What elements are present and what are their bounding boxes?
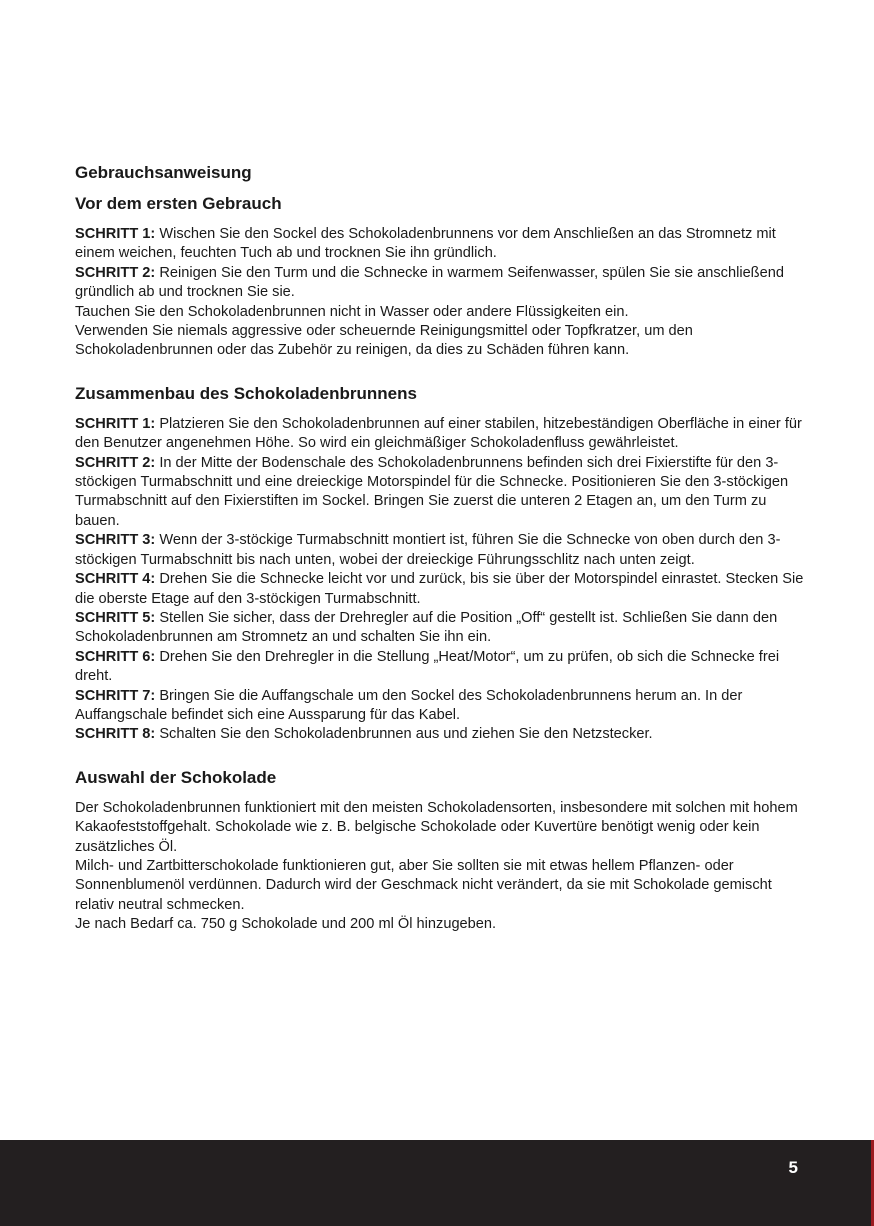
paragraph-text: Bringen Sie die Auffangschale um den Sockel des Schokoladenbrunnens herum an. In der Auffangschale befindet sich eine Aussparung für das Kabel. [75,687,743,723]
paragraph-text: Tauchen Sie den Schokoladenbrunnen nicht in Wasser oder andere Flüssigkeiten ein. [75,303,629,320]
step-label: SCHRITT 8: [75,726,156,743]
page-number: 5 [788,1158,798,1177]
step-label: SCHRITT 1: [75,415,156,432]
paragraph [75,322,805,361]
paragraph [75,225,805,264]
section-chocolate-selection [75,767,805,935]
paragraph-text: In der Mitte der Bodenschale des Schokoladenbrunnens befinden sich drei Fixierstifte für den 3-stöckigen Turmabschnitt und eine dreieckige Motorspindel für die Schnecke. Positionieren Sie den 3-stöckigen Turmabschnitt auf den Fixierstiften im Sockel. Bringen Sie zuerst die unteren 2 Etagen an, um den Turm zu bauen. [75,454,789,529]
section-assembly [75,383,805,745]
paragraph-text: Drehen Sie den Drehregler in die Stellung „Heat/Motor“, um zu prüfen, ob sich die Schnecke frei dreht. [75,648,780,685]
paragraph-text: Wenn der 3-stöckige Turmabschnitt montiert ist, führen Sie die Schnecke von oben durch den 3-stöckigen Turmabschnitt bis nach unten, wobei der dreieckige Führungsschlitz nach unten zeigt. [75,532,781,568]
paragraph [75,264,805,303]
manual-page [75,162,805,957]
paragraph [75,531,805,570]
step-label: SCHRITT 2: [75,454,156,471]
step-label: SCHRITT 3: [75,532,156,549]
paragraph [75,648,805,687]
paragraph [75,454,805,532]
paragraph-text: Je nach Bedarf ca. 750 g Schokolade und 200 ml Öl hinzugeben. [75,916,497,933]
section-heading: Auswahl der Schokolade [75,767,277,787]
paragraph-text: Reinigen Sie den Turm und die Schnecke in warmem Seifenwasser, spülen Sie sie anschließend gründlich ab und trocknen Sie sie. [75,264,784,301]
step-label: SCHRITT 4: [75,571,156,588]
paragraph [75,857,805,915]
page-footer [0,1140,874,1226]
paragraph-text: Stellen Sie sicher, dass der Drehregler auf die Position „Off“ gestellt ist. Schließen Sie dann den Schokoladenbrunnen am Stromnetz an und schalten Sie ihn ein. [75,609,778,646]
paragraph [75,915,805,934]
section-heading: Vor dem ersten Gebrauch [75,194,282,213]
paragraph-text: Drehen Sie die Schnecke leicht vor und zurück, bis sie über der Motorspindel einrastet. Stecken Sie die oberste Etage auf den 3-stöckigen Turmabschnitt. [75,571,804,607]
paragraph-text: Platzieren Sie den Schokoladenbrunnen auf einer stabilen, hitzebeständigen Oberfläche in einer für den Benutzer angenehmen Höhe. So wird ein gleichmäßiger Schokoladenfluss gewährleistet. [75,415,802,452]
step-label: SCHRITT 2: [75,264,156,281]
step-label: SCHRITT 1: [75,226,156,242]
section-heading: Zusammenbau des Schokoladenbrunnens [75,383,417,403]
paragraph [75,415,805,454]
paragraph [75,687,805,726]
paragraph [75,725,805,744]
paragraph-text: Schalten Sie den Schokoladenbrunnen aus und ziehen Sie den Netzstecker. [155,726,653,743]
document-title: Gebrauchsanweisung [75,163,252,182]
paragraph [75,303,805,322]
step-label: SCHRITT 7: [75,687,156,704]
step-label: SCHRITT 5: [75,609,156,626]
paragraph-text: Milch- und Zartbitterschokolade funktionieren gut, aber Sie sollten sie mit etwas hellem Pflanzen- oder Sonnenblumenöl verdünnen. Dadurch wird der Geschmack nicht verändert, da sie mit Schokolade gemischt relativ neutral schmecken. [75,857,772,913]
paragraph [75,570,805,609]
paragraph [75,799,805,857]
paragraph [75,609,805,648]
section-first-use [75,193,805,361]
paragraph-text: Der Schokoladenbrunnen funktioniert mit den meisten Schokoladensorten, insbesondere mit solchen mit hohem Kakaofeststoffgehalt. Schokolade wie z. B. belgische Schokolade oder Kuvertüre benötigt wenig oder kein zusätzliches Öl. [75,799,798,855]
step-label: SCHRITT 6: [75,648,156,665]
paragraph-text: Wischen Sie den Sockel des Schokoladenbrunnens vor dem Anschließen an das Stromnetz mit einem weichen, feuchten Tuch ab und trocknen Sie ihn gründlich. [75,226,776,262]
paragraph-text: Verwenden Sie niemals aggressive oder scheuernde Reinigungsmittel oder Topfkratzer, um den Schokoladenbrunnen oder das Zubehör zu reinigen, da dies zu Schäden führen kann. [75,323,693,359]
